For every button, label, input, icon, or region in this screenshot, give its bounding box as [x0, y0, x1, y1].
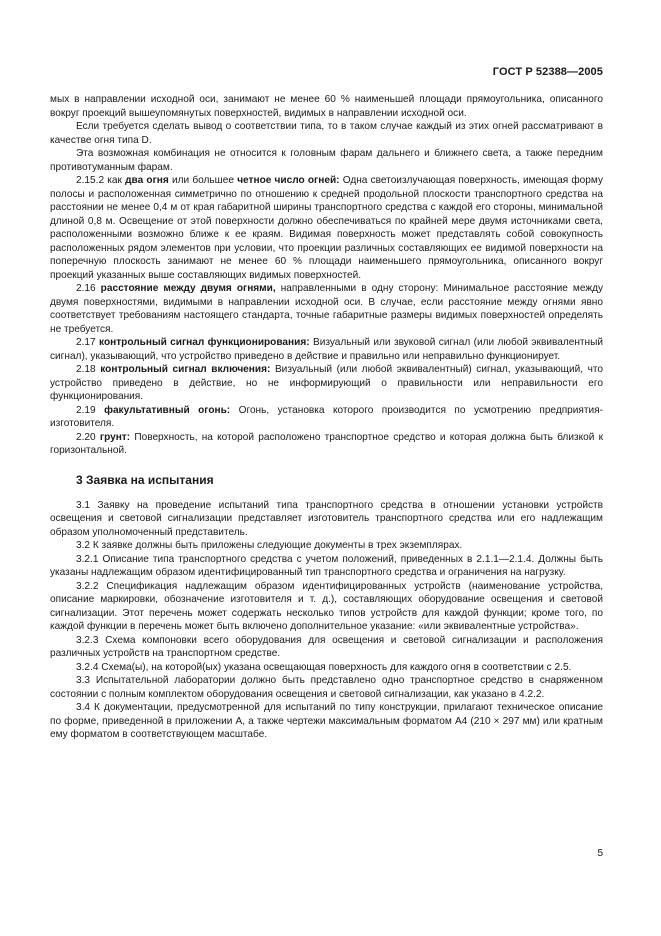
- clause-3-1: 3.1 Заявку на проведение испытаний типа транспортного средства в отношении установки устройств освещения и световой сигнализации представляет изготовитель транспортного средства или его надлежащим образом уполномоченный представитель.: [50, 499, 603, 538]
- clause-2-16-text: направленными в одну сторону: Минимальное расстояние между двумя поверхностями, видимыми в направлении исходной оси. В случае, если расстояние между огнями явно соответствует требованиям настоящего стандарта, точные габаритные размеры видимых поверхностей определять не требуется.: [50, 283, 604, 335]
- clause-3-2-3: 3.2.3 Схема компоновки всего оборудования для освещения и световой сигнализации и расположения различных устройств на транспортном средстве.: [50, 634, 603, 659]
- clause-2-16-number: 2.16: [76, 283, 101, 294]
- clause-2-18-number: 2.18: [76, 364, 101, 375]
- clause-2-15-2-mid: или большее: [168, 175, 238, 186]
- clause-2-19-text: Огонь, установка которого производится по усмотрению предприятия-изготовителя.: [50, 404, 603, 429]
- term-distance-between-lamps: расстояние между двумя огнями,: [100, 283, 276, 294]
- clause-2-16: [50, 282, 603, 336]
- paragraph-combination-note: Эта возможная комбинация не относится к головным фарам дальнего и ближнего света, а также передним противотуманным фарам.: [50, 148, 603, 173]
- clause-2-20-text: Поверхность, на которой расположено транспортное средство и которая должна быть близкой к горизонтальной.: [50, 431, 603, 456]
- page-content: [50, 93, 603, 742]
- term-optional-lamp: факультативный огонь:: [104, 404, 231, 416]
- section-3-title: 3 Заявка на испытания: [76, 472, 214, 487]
- clause-2-20: [50, 431, 603, 458]
- paragraph-type-d: Если требуется сделать вывод о соответствии типа, то в таком случае каждый из этих огней рассматривают в качестве огня типа D.: [50, 121, 603, 146]
- clause-3-2-2: 3.2.2 Спецификация надлежащим образом идентифицированных устройств (наименование устройства, описание маркировки, обозначение изготовителя и т. д.), составляющих оборудование освещения и световой сигнализации. Этот перечень может содержать несколько типов устройств для каждой функции; кроме того, по каждой функции в перечень может быть включено дополнительное указание: «или эквивалентные устройства».: [50, 580, 603, 632]
- term-circuit-closed-tell-tale: контрольный сигнал включения:: [100, 364, 271, 375]
- clause-2-19: [50, 404, 603, 431]
- clause-2-20-number: 2.20: [76, 431, 100, 443]
- clause-2-17-text: Визуальный или звуковой сигнал (или любой эквивалентный сигнал), указывающий, что устройство приведено в действие и правильно или неправильно функционирует.: [50, 337, 603, 362]
- clause-2-17: [50, 336, 603, 363]
- clause-3-2-4: 3.2.4 Схема(ы), на которой(ых) указана освещающая поверхность для каждого огня в соответствии с 2.5.: [76, 661, 572, 673]
- clause-2-18: [50, 363, 603, 404]
- paragraph-continuation: мых в направлении исходной оси, занимают не менее 60 % наименьшей площади прямоугольника, описанного вокруг проекций вышеупомянутых поверхностей, видимых в направлении исходной оси.: [50, 94, 603, 119]
- clause-2-18-text: Визуальный (или любой эквивалентный) сигнал, указывающий, что устройство приведено в действие, но не информирующий о правильности или неправильности его функционирования.: [50, 364, 603, 402]
- clause-3-4: 3.4 К документации, предусмотренной для испытаний по типу конструкции, прилагают техническое описание по форме, приведенной в приложении А, а также чертежи максимальным форматом А4 (210 × 297 мм) или кратным ему форматом в соответствующем масштабе.: [50, 702, 603, 740]
- page-header: ГОСТ Р 52388—2005: [492, 66, 603, 78]
- term-ground: грунт:: [99, 431, 131, 443]
- clause-2-15-2-text: Одна светоизлучающая поверхность, имеющая форму полосы и расположенная симметрично по отношению к средней продольной плоскости транспортного средства на расстоянии не менее 0,4 м от края габаритной ширины транспортного средства с каждой его стороны, минимальной длиной 0,8 м. Освещение от этой поверхности должно обеспечиваться по крайней мере двумя источниками света, расположенными возможно ближе к ее краям. Видимая поверхность может представлять собой совокупность расположенных рядом элементов при условии, что проекции различных составляющих ее видимой поверхности на поперечную плоскость занимают не менее 60 % площади наименьшего прямоугольника, описанного вокруг проекций указанных выше составляющих видимых поверхностей.: [50, 175, 603, 281]
- clause-2-15-2: [50, 174, 603, 282]
- term-two-lamps: два огня: [125, 175, 169, 186]
- page-number: 5: [597, 848, 603, 859]
- clause-3-2: 3.2 К заявке должны быть приложены следующие документы в трех экземплярах.: [76, 540, 463, 551]
- clause-2-15-2-number: 2.15.2 как: [76, 175, 126, 186]
- term-operation-tell-tale: контрольный сигнал функционирования:: [99, 337, 310, 348]
- clause-3-3: 3.3 Испытательной лаборатории должно быть представлено одно транспортное средство в снаряженном состоянии с полным комплектом оборудования освещения и световой сигнализации, как указано в 4.2.2.: [50, 675, 603, 700]
- clause-3-2-1: 3.2.1 Описание типа транспортного средства с учетом положений, приведенных в 2.1.1—2.1.4. Должны быть указаны надлежащим образом идентифицированный тип транспортного средства и ограничения на нагрузку.: [50, 553, 603, 578]
- term-even-number-lamps: четное число огней:: [237, 175, 340, 186]
- clause-2-17-number: 2.17: [76, 337, 100, 348]
- clause-2-19-number: 2.19: [76, 404, 105, 416]
